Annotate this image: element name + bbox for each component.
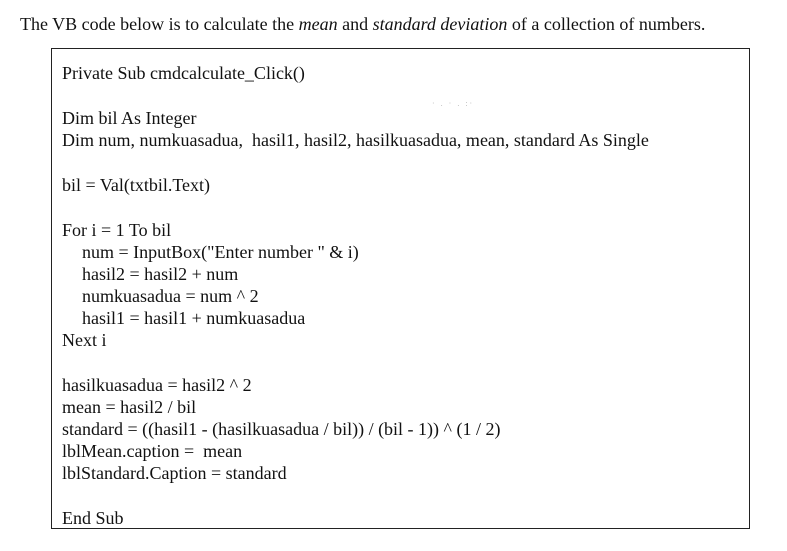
code-line-sub-declaration: Private Sub cmdcalculate_Click()	[62, 63, 305, 83]
code-line-dim-variables: Dim num, numkuasadua, hasil1, hasil2, hasilkuasadua, mean, standard As Single	[62, 130, 649, 150]
code-line-end-sub: End Sub	[62, 508, 124, 528]
code-line-inputbox: num = InputBox("Enter number " & i)	[82, 242, 359, 262]
code-listing-box	[51, 48, 750, 529]
code-line-for: For i = 1 To bil	[62, 220, 172, 240]
intro-term-standard-deviation: standard deviation	[372, 14, 508, 34]
code-line-bil-assign: bil = Val(txtbil.Text)	[62, 175, 211, 195]
code-line-next: Next i	[62, 330, 107, 350]
intro-sentence	[20, 12, 705, 36]
code-line-dim-bil: Dim bil As Integer	[62, 108, 197, 128]
code-line-mean: mean = hasil2 / bil	[62, 397, 197, 417]
code-line-hasilkuasadua: hasilkuasadua = hasil2 ^ 2	[62, 375, 252, 395]
code-line-standard: standard = ((hasil1 - (hasilkuasadua / bil)) / (bil - 1)) ^ (1 / 2)	[62, 419, 501, 439]
scan-speck: · . · . :·	[432, 99, 475, 108]
intro-term-mean: mean	[298, 14, 338, 34]
intro-text-3: of a collection of numbers.	[507, 14, 706, 34]
code-line-numkuasadua: numkuasadua = num ^ 2	[82, 286, 259, 306]
intro-text-2: and	[337, 14, 373, 34]
code-line-lblmean: lblMean.caption = mean	[62, 441, 243, 461]
code-line-hasil2: hasil2 = hasil2 + num	[82, 264, 239, 284]
code-line-hasil1: hasil1 = hasil1 + numkuasadua	[82, 308, 306, 328]
code-line-lblstandard: lblStandard.Caption = standard	[62, 463, 287, 483]
intro-text-1: The VB code below is to calculate the	[20, 14, 299, 34]
